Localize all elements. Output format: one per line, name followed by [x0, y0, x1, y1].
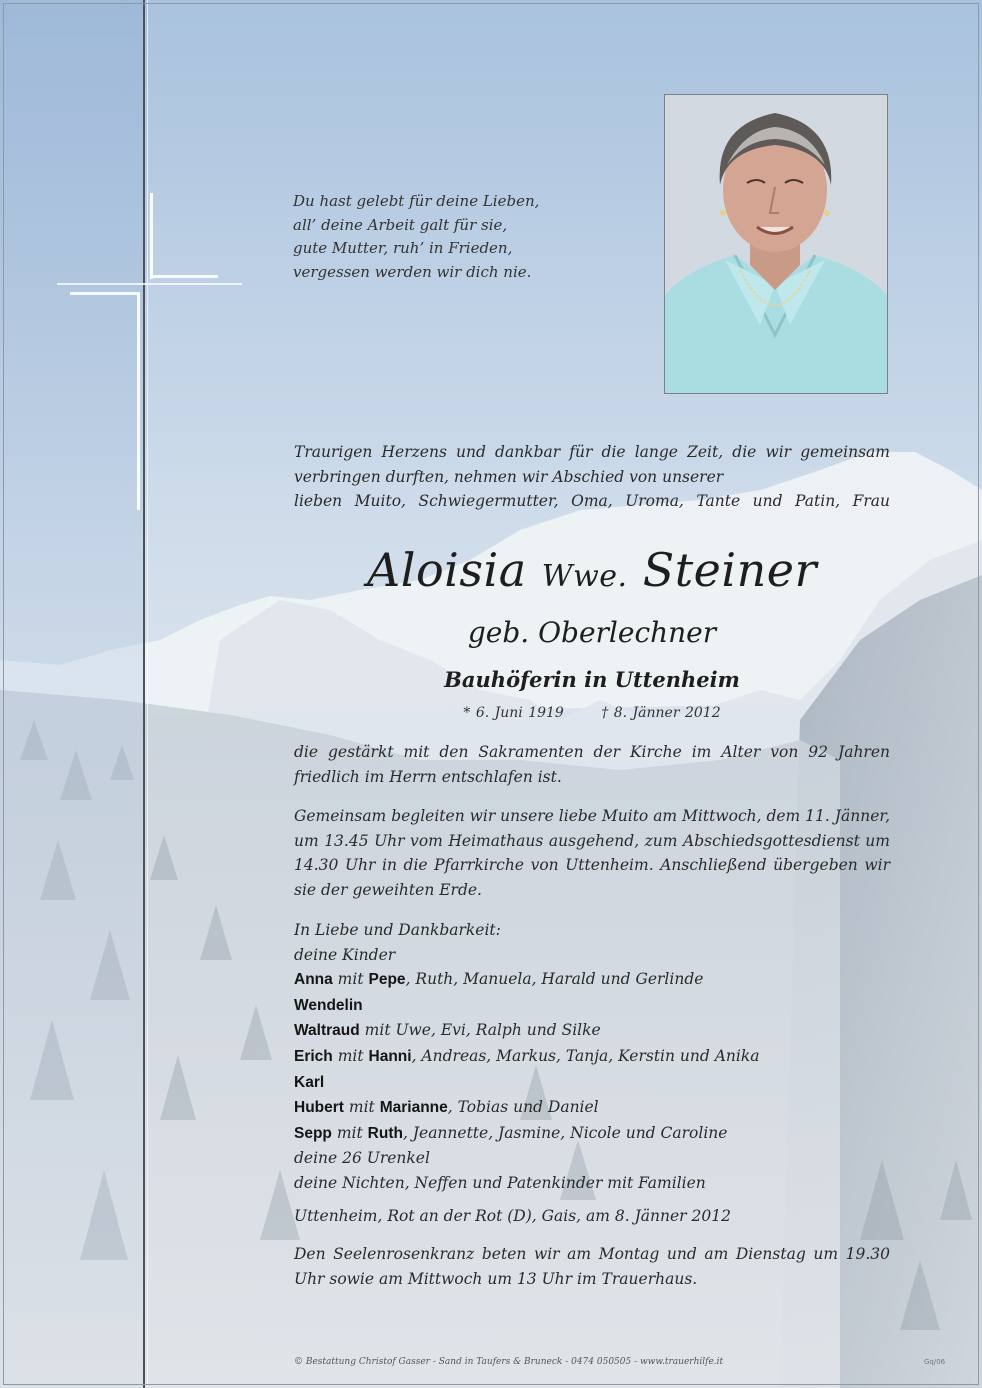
deceased-name: [294, 540, 890, 607]
verse-line: gute Mutter, ruh’ in Frieden,: [293, 239, 513, 257]
portrait-illustration: [665, 95, 887, 393]
template-code: Gq/06: [924, 1358, 946, 1366]
vertical-rule-left: [143, 0, 145, 1388]
last-name: Steiner: [642, 543, 817, 597]
great-grandchildren: deine 26 Urenkel: [294, 1149, 430, 1168]
footer-credit: © Bestattung Christof Gasser - Sand in Taufers & Bruneck - 0474 050505 - www.trauerhilfe.it: [294, 1357, 724, 1367]
life-dates: [294, 703, 890, 723]
funeral-paragraph: Gemeinsam begleiten wir unsere liebe Muito am Mittwoch, dem 11. Jänner, um 13.45 Uhr vom Heimathaus ausgehend, zum Abschiedsgottesdienst um 14.30 Uhr in die Pfarrkirche von Uttenheim. Anschließend übergeben wir sie der geweihten Erde.: [294, 807, 890, 899]
farm-title: Bauhöferin in Uttenheim: [444, 667, 740, 692]
verse-line: all’ deine Arbeit galt für sie,: [293, 215, 508, 234]
death-paragraph: die gestärkt mit den Sakramenten der Kirche im Alter von 92 Jahren friedlich im Herrn entschlafen ist.: [294, 743, 890, 786]
list-item: Karl: [294, 1073, 325, 1091]
birth-date: * 6. Juni 1919: [463, 705, 564, 721]
mourners-heading: In Liebe und Dankbarkeit:: [294, 921, 501, 939]
place-date: Uttenheim, Rot an der Rot (D), Gais, am 8. Jänner 2012: [294, 1207, 731, 1225]
list-item: Erich mit Hanni, Andreas, Markus, Tanja, Kerstin und Anika: [294, 1046, 760, 1065]
verse-line: vergessen werden wir dich nie.: [293, 262, 532, 281]
relatives: deine Nichten, Neffen und Patenkinder mit Familien: [294, 1173, 706, 1192]
list-item: Anna mit Pepe, Ruth, Manuela, Harald und Gerlinde: [294, 970, 704, 989]
first-name: Aloisia: [367, 543, 527, 597]
children-label: deine Kinder: [294, 945, 396, 964]
memorial-verse: [293, 190, 633, 284]
list-item: Wendelin: [294, 996, 363, 1014]
list-item: Sepp mit Ruth, Jeannette, Jasmine, Nicole und Caroline: [294, 1123, 728, 1142]
list-item: Hubert mit Marianne, Tobias und Daniel: [294, 1098, 599, 1117]
widow-marker: Wwe.: [541, 559, 628, 594]
portrait-photo: [664, 94, 888, 394]
intro-last-line: lieben Muito, Schwiegermutter, Oma, Uroma, Tante und Patin, Frau: [294, 492, 890, 510]
mourners-list: [294, 918, 890, 1196]
left-sky-panel: [0, 0, 143, 1388]
birth-name: geb. Oberlechner: [467, 616, 717, 649]
rosary-paragraph: Den Seelenrosenkranz beten wir am Montag und am Dienstag um 19.30 Uhr sowie am Mittwoch um 13 Uhr im Trauerhaus.: [294, 1245, 890, 1288]
verse-line: Du hast gelebt für deine Lieben,: [293, 192, 540, 210]
vertical-rule-white: [147, 0, 148, 1388]
list-item: Waltraud mit Uwe, Evi, Ralph und Silke: [294, 1021, 601, 1040]
intro-text: Traurigen Herzens und dankbar für die lange Zeit, die wir gemeinsam verbringen durften, nehmen wir Abschied von unserer: [294, 443, 890, 486]
intro-paragraph: [294, 440, 890, 514]
death-date: † 8. Jänner 2012: [601, 705, 721, 721]
